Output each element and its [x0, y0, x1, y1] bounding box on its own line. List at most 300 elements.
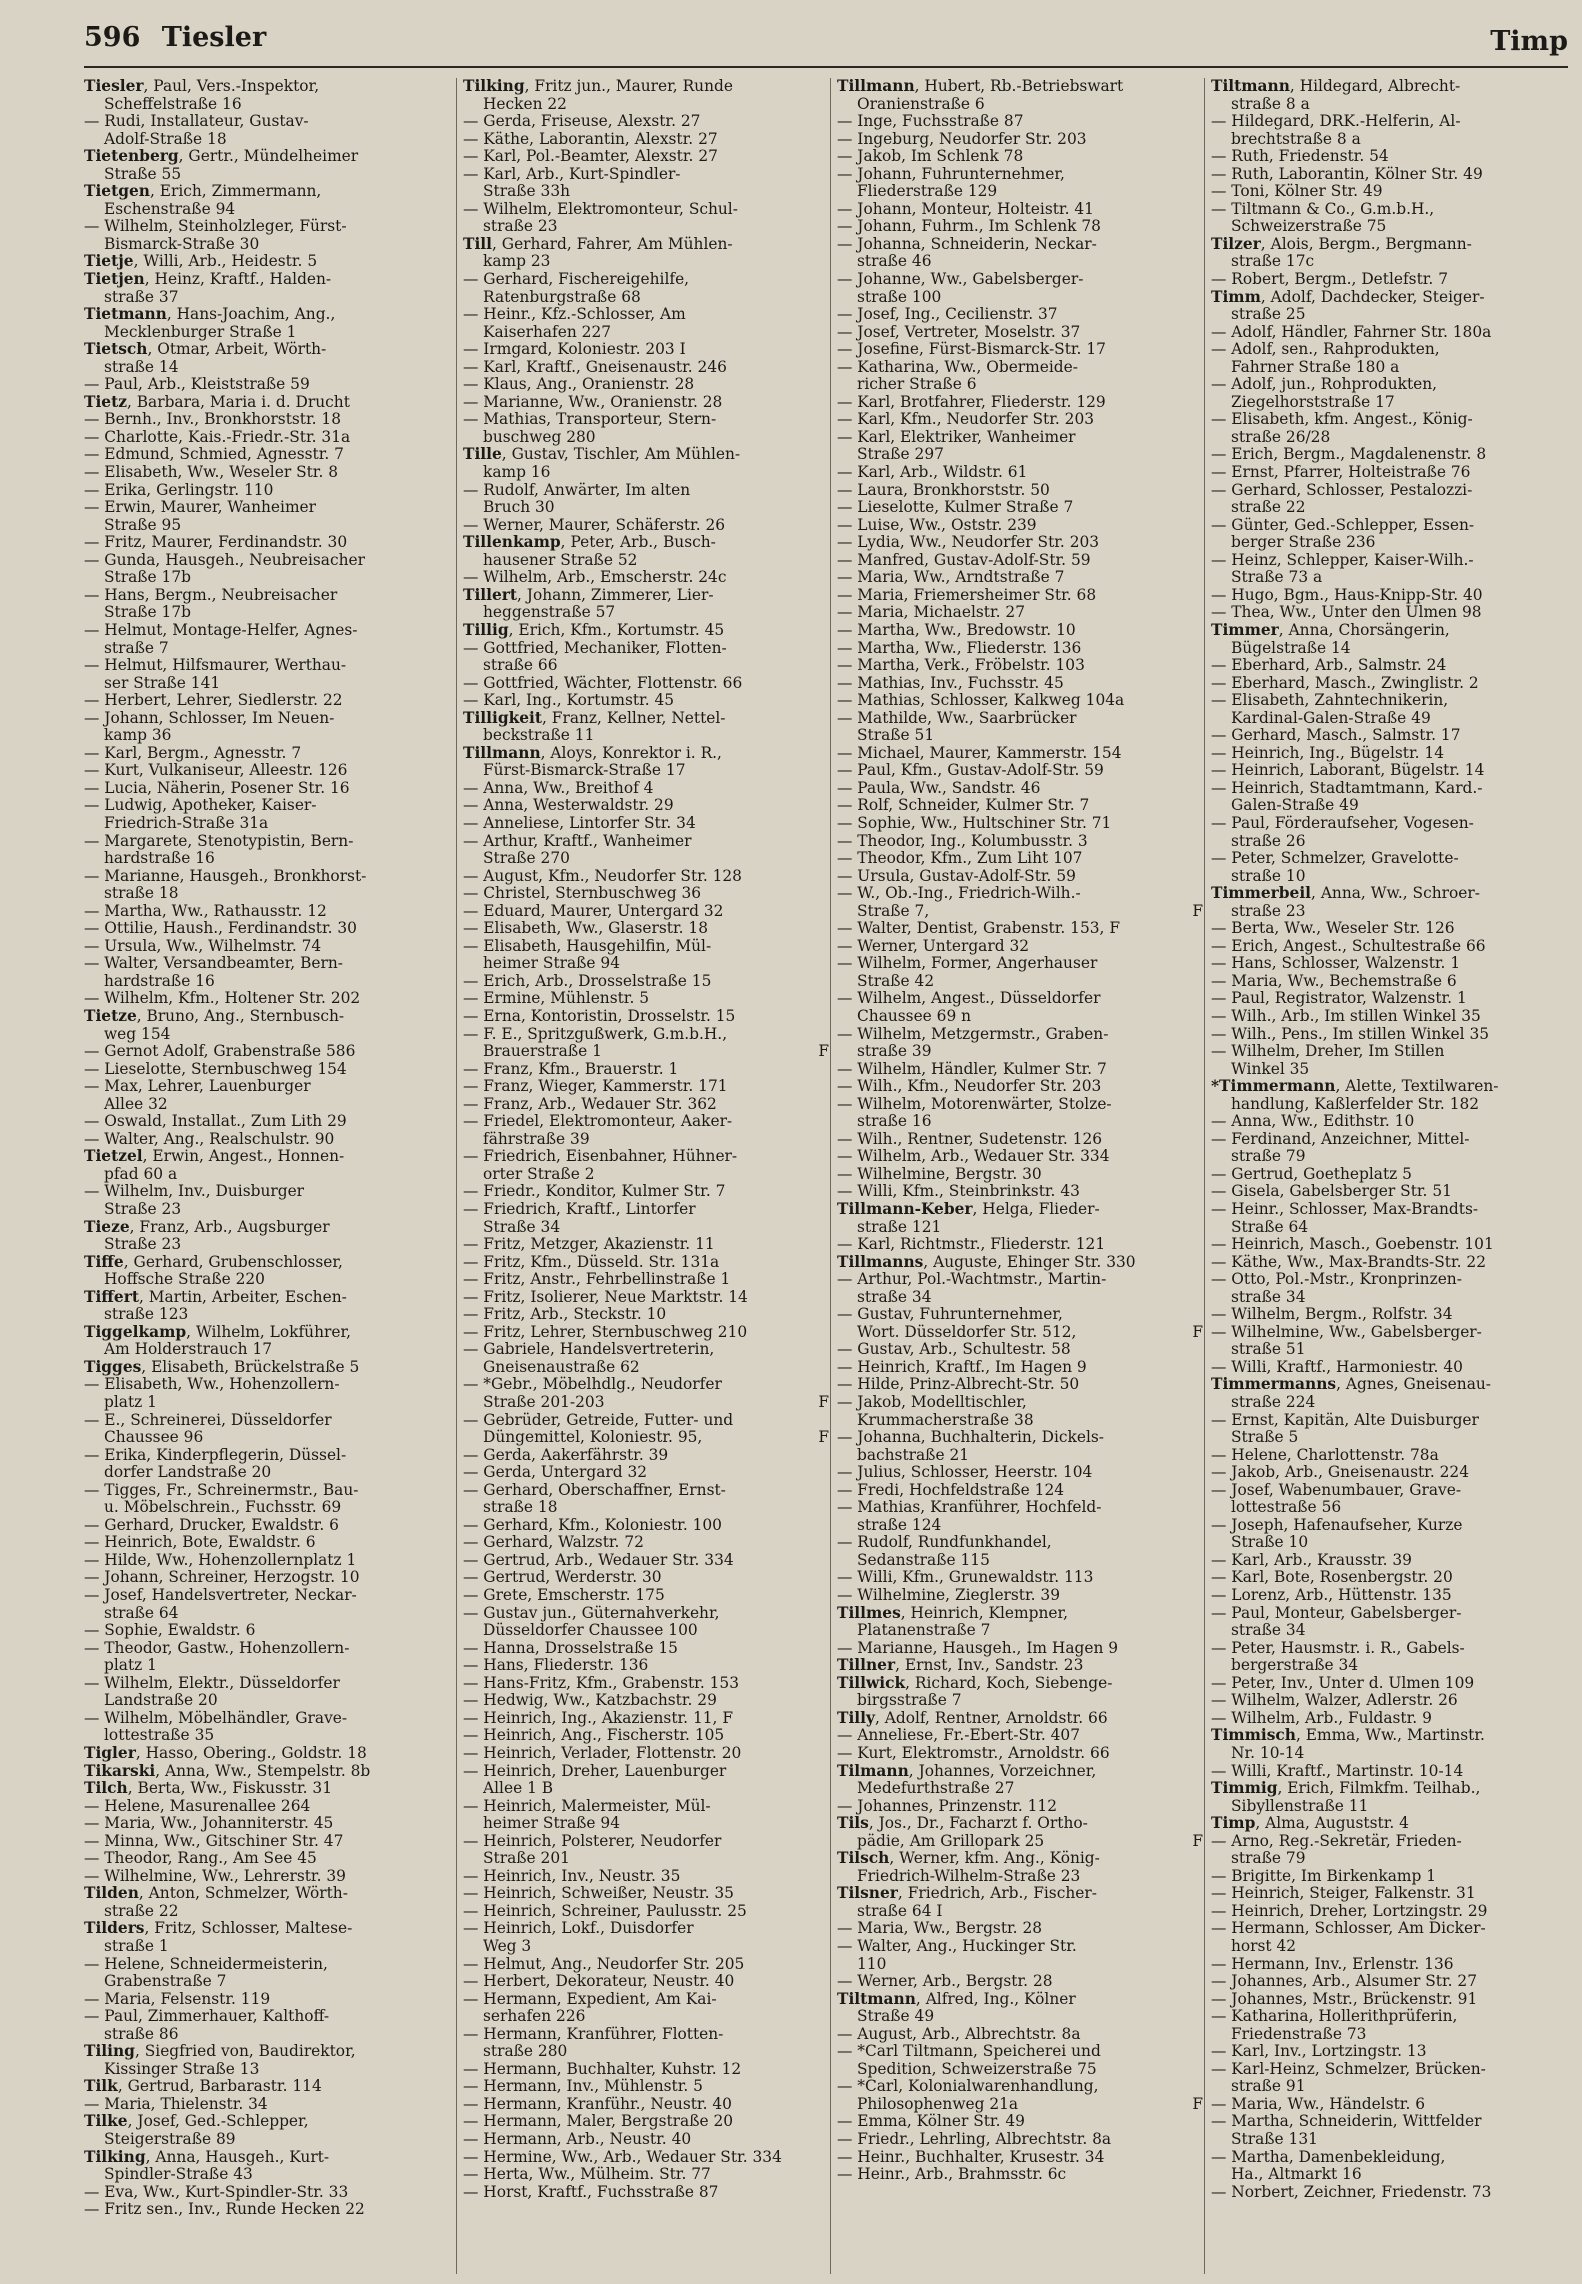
entry-text: — Heinrich, Kraftf., Im Hagen 9 — [837, 1357, 1087, 1376]
entry-text: — Hermann, Buchhalter, Kuhstr. 12 — [463, 2059, 742, 2078]
entry-line — [463, 1026, 829, 1044]
entry-continuation — [1211, 1745, 1571, 1763]
entry-line — [837, 1148, 1203, 1166]
entry-text: Sedanstraße 115 — [857, 1550, 990, 1569]
entry-text: — Rudolf, Anwärter, Im alten — [463, 480, 691, 499]
entry-line — [463, 990, 829, 1008]
entry-text: Tiling, Siegfried von, Baudirektor, — [84, 2042, 356, 2061]
entry-text: — Hermann, Inv., Mühlenstr. 5 — [463, 2077, 703, 2096]
entry-text: — *Carl, Kolonialwarenhandlung, — [837, 2077, 1099, 2096]
entry-text: — Heinrich, Steiger, Falkenstr. 31 — [1211, 1884, 1476, 1903]
entry-text: Tietze, Bruno, Ang., Sternbusch- — [84, 1006, 345, 1025]
entry-text: — Wilhelmine, Ww., Gabelsberger- — [1211, 1322, 1482, 1341]
entry-line — [84, 1131, 454, 1149]
entry-headline — [84, 253, 454, 271]
entry-text: Tilzer, Alois, Bergm., Bergmann- — [1211, 234, 1472, 253]
entry-line — [463, 1464, 829, 1482]
entry-line — [837, 587, 1203, 605]
entry-headline — [84, 1254, 454, 1272]
entry-line — [837, 236, 1203, 254]
entry-line — [837, 1798, 1203, 1816]
entry-line — [837, 131, 1203, 149]
entry-headline — [463, 236, 829, 254]
entry-text: buschweg 280 — [483, 427, 596, 446]
entry-line — [1211, 1640, 1571, 1658]
entry-text: Grabenstraße 7 — [104, 1972, 227, 1991]
entry-text: — Herta, Ww., Mülheim. Str. 77 — [463, 2165, 711, 2184]
entry-line — [837, 2166, 1203, 2184]
entry-text: — Katharina, Hollerithprüferin, — [1211, 2007, 1458, 2026]
entry-line — [837, 745, 1203, 763]
entry-line — [837, 780, 1203, 798]
entry-continuation — [1211, 1394, 1571, 1412]
entry-text: platz 1 — [104, 1393, 157, 1412]
entry-text: — Hans, Fliederstr. 136 — [463, 1656, 649, 1675]
entry-text: — Helmut, Hilfsmaurer, Werthau- — [84, 656, 347, 675]
entry-line — [463, 1552, 829, 1570]
entry-text: straße 280 — [483, 2042, 568, 2061]
entry-text: Timmerbeil, Anna, Ww., Schroer- — [1211, 884, 1480, 903]
entry-line — [1211, 1306, 1571, 1324]
entry-text: — Gunda, Hausgeh., Neubreisacher — [84, 550, 365, 569]
entry-line — [837, 1429, 1203, 1447]
entry-text: — Manfred, Gustav-Adolf-Str. 59 — [837, 550, 1091, 569]
entry-line — [463, 2026, 829, 2044]
entry-line — [84, 1552, 454, 1570]
entry-continuation — [84, 289, 454, 307]
entry-text: Fahrner Straße 180 a — [1231, 357, 1400, 376]
entry-text: — Wilhelm, Motorenwärter, Stolze- — [837, 1094, 1112, 1113]
entry-text: Tille, Gustav, Tischler, Am Mühlen- — [463, 445, 741, 464]
entry-continuation — [463, 96, 829, 114]
entry-line — [837, 1271, 1203, 1289]
entry-text: — Werner, Maurer, Schäferstr. 26 — [463, 515, 726, 534]
entry-text: — Wilhelm, Inv., Duisburger — [84, 1182, 305, 1201]
entry-line — [84, 833, 454, 851]
entry-line — [463, 1692, 829, 1710]
entry-line — [463, 675, 829, 693]
entry-text: — Sophie, Ewaldstr. 6 — [84, 1621, 256, 1640]
entry-text: Tiggelkamp, Wilhelm, Lokführer, — [84, 1322, 352, 1341]
entry-continuation — [84, 675, 454, 693]
entry-text: — Wilhelm, Former, Angerhauser — [837, 954, 1098, 973]
entry-text: Straße 64 — [1231, 1217, 1309, 1236]
entry-text: birgsstraße 7 — [857, 1691, 962, 1710]
entry-line — [837, 762, 1203, 780]
entry-continuation — [837, 1868, 1203, 1886]
entry-line — [1211, 1885, 1571, 1903]
entry-continuation — [837, 2061, 1203, 2079]
entry-text: — Martha, Schneiderin, Wittfelder — [1211, 2112, 1482, 2131]
entry-continuation — [463, 1850, 829, 1868]
entry-text: — Ottilie, Haush., Ferdinandstr. 30 — [84, 919, 357, 938]
entry-continuation — [463, 1780, 829, 1798]
entry-continuation — [1211, 306, 1571, 324]
entry-text: — Helene, Charlottenstr. 78a — [1211, 1445, 1439, 1464]
entry-text: Landstraße 20 — [104, 1691, 218, 1710]
entry-continuation — [84, 166, 454, 184]
entry-line — [1211, 1692, 1571, 1710]
entry-text: — Tiltmann & Co., G.m.b.H., — [1211, 199, 1435, 218]
columns — [84, 78, 1570, 2274]
entry-text: straße 51 — [1231, 1340, 1306, 1359]
entry-text: Timmer, Anna, Chorsängerin, — [1211, 620, 1450, 639]
entry-text: Sibyllenstraße 11 — [1231, 1796, 1369, 1815]
entry-text: — Wilhelm, Elektr., Düsseldorfer — [84, 1673, 340, 1692]
entry-text: Tieze, Franz, Arb., Augsburger — [84, 1217, 330, 1236]
entry-text: straße 26/28 — [1231, 427, 1331, 446]
entry-text: — Hildegard, DRK.-Helferin, Al- — [1211, 112, 1461, 131]
entry-text: — Johannes, Prinzenstr. 112 — [837, 1796, 1058, 1815]
entry-text: — Hedwig, Ww., Katzbachstr. 29 — [463, 1691, 717, 1710]
entry-line — [1211, 1026, 1571, 1044]
entry-text: straße 34 — [857, 1287, 932, 1306]
entry-continuation — [463, 955, 829, 973]
entry-text: Nr. 10-14 — [1231, 1743, 1305, 1762]
entry-line — [463, 1903, 829, 1921]
entry-text: Mecklenburger Straße 1 — [104, 322, 297, 341]
entry-text: — Minna, Ww., Gitschiner Str. 47 — [84, 1831, 344, 1850]
entry-text: handlung, Kaßlerfelder Str. 182 — [1231, 1094, 1480, 1113]
entry-line — [837, 2078, 1203, 2096]
entry-text: — Gerda, Untergard 32 — [463, 1463, 648, 1482]
entry-text: Tietenberg, Gertr., Mündelheimer — [84, 147, 359, 166]
entry-line — [463, 1605, 829, 1623]
entry-headline — [837, 1605, 1203, 1623]
entry-line — [1211, 604, 1571, 622]
entry-line — [463, 1183, 829, 1201]
entry-line — [837, 675, 1203, 693]
entry-line — [1211, 271, 1571, 289]
entry-line — [84, 1675, 454, 1693]
entry-line — [463, 833, 829, 851]
entry-text: *Timmermann, Alette, Textilwaren- — [1211, 1077, 1499, 1096]
entry-text: — Hermine, Ww., Arb., Wedauer Str. 334 — [463, 2147, 782, 2166]
entry-text: — August, Arb., Albrechtstr. 8a — [837, 2024, 1081, 2043]
entry-text: Fürst-Bismarck-Straße 17 — [483, 761, 686, 780]
entry-text: Fliederstraße 129 — [857, 182, 998, 201]
entry-text: bachstraße 21 — [857, 1445, 970, 1464]
entry-text: — Gustav, Arb., Schultestr. 58 — [837, 1340, 1071, 1359]
entry-text: straße 17c — [1231, 252, 1315, 271]
entry-text: — Jakob, Arb., Gneisenaustr. 224 — [1211, 1463, 1470, 1482]
entry-line — [84, 1587, 454, 1605]
entry-line — [463, 1113, 829, 1131]
entry-line — [84, 797, 454, 815]
entry-text: — Toni, Kölner Str. 49 — [1211, 182, 1383, 201]
entry-line — [84, 534, 454, 552]
entry-headline — [84, 1148, 454, 1166]
entry-line — [84, 2201, 454, 2219]
entry-line — [463, 1991, 829, 2009]
entry-continuation — [463, 183, 829, 201]
entry-text: straße 86 — [104, 2024, 179, 2043]
entry-line — [463, 1973, 829, 1991]
entry-line — [837, 1341, 1203, 1359]
entry-text: — Gernot Adolf, Grabenstraße 586 — [84, 1042, 356, 1061]
entry-text: — August, Kfm., Neudorfer Str. 128 — [463, 866, 742, 885]
entry-text: Tilk, Gertrud, Barbarastr. 114 — [84, 2077, 322, 2096]
entry-continuation — [1211, 2026, 1571, 2044]
entry-continuation — [1211, 1061, 1571, 1079]
entry-text: Straße 95 — [104, 515, 182, 534]
entry-headline — [1211, 1780, 1571, 1798]
entry-text: — Max, Lehrer, Lauenburger — [84, 1077, 311, 1096]
entry-line — [837, 920, 1203, 938]
entry-line — [837, 2026, 1203, 2044]
entry-line — [837, 1078, 1203, 1096]
entry-continuation — [463, 1394, 829, 1412]
entry-text: Tillner, Ernst, Inv., Sandstr. 23 — [837, 1656, 1084, 1675]
entry-text: — Hermann, Kranführer, Flotten- — [463, 2024, 724, 2043]
entry-continuation — [84, 2061, 454, 2079]
entry-text: — Fritz, Kfm., Düsseld. Str. 131a — [463, 1252, 720, 1271]
entry-line — [84, 692, 454, 710]
entry-line — [1211, 1763, 1571, 1781]
entry-line — [837, 692, 1203, 710]
entry-continuation — [84, 973, 454, 991]
entry-text: — Lieselotte, Kulmer Straße 7 — [837, 498, 1074, 517]
entry-text: — Brigitte, Im Birkenkamp 1 — [1211, 1866, 1437, 1885]
entry-text: — Heinrich, Ing., Bügelstr. 14 — [1211, 743, 1444, 762]
entry-line — [1211, 1201, 1571, 1219]
entry-text: — Peter, Inv., Unter d. Ulmen 109 — [1211, 1673, 1475, 1692]
entry-text: — Martha, Ww., Fliederstr. 136 — [837, 638, 1082, 657]
entry-text: — Hermann, Kranführ., Neustr. 40 — [463, 2094, 732, 2113]
entry-line — [837, 850, 1203, 868]
entry-text: — Margarete, Stenotypistin, Bern- — [84, 831, 354, 850]
entry-text: — Johanne, Ww., Gabelsberger- — [837, 270, 1084, 289]
entry-text: Oranienstraße 6 — [857, 94, 985, 113]
entry-line — [463, 1412, 829, 1430]
entry-continuation — [84, 96, 454, 114]
entry-line — [463, 1675, 829, 1693]
entry-text: — Wilh., Pens., Im stillen Winkel 35 — [1211, 1024, 1490, 1043]
entry-line — [1211, 850, 1571, 868]
entry-line — [1211, 201, 1571, 219]
entry-headline — [837, 1657, 1203, 1675]
entry-line — [837, 955, 1203, 973]
entry-text: — Wilhelm, Arb., Emscherstr. 24c — [463, 568, 727, 587]
phone-marker: F — [818, 1042, 829, 1061]
entry-line — [837, 218, 1203, 236]
entry-text: Tillmann, Aloys, Konrektor i. R., — [463, 743, 722, 762]
entry-continuation — [1211, 1096, 1571, 1114]
entry-line — [84, 2184, 454, 2202]
entry-line — [463, 271, 829, 289]
entry-text: — Maria, Ww., Arndtstraße 7 — [837, 568, 1065, 587]
entry-line — [837, 394, 1203, 412]
entry-text: — Heinr., Schlosser, Max-Brandts- — [1211, 1200, 1479, 1218]
entry-text: — Fritz, Maurer, Ferdinandstr. 30 — [84, 533, 348, 552]
entry-text: Düsseldorfer Chaussee 100 — [483, 1621, 698, 1640]
entry-text: Brauerstraße 1 — [483, 1042, 602, 1061]
entry-text: — Kurt, Elektromstr., Arnoldstr. 66 — [837, 1743, 1110, 1762]
entry-headline — [1211, 885, 1571, 903]
entry-text: Tilking, Fritz jun., Maurer, Runde — [463, 78, 733, 95]
entry-text: — Paul, Registrator, Walzenstr. 1 — [1211, 989, 1467, 1008]
entry-text: — Fritz, Metzger, Akazienstr. 11 — [463, 1235, 715, 1254]
entry-continuation — [84, 517, 454, 535]
entry-line — [463, 1148, 829, 1166]
entry-line — [837, 148, 1203, 166]
entry-text: — Johanna, Schneiderin, Neckar- — [837, 234, 1097, 253]
entry-text: — Wilhelm, Elektromonteur, Schul- — [463, 199, 738, 218]
entry-line — [837, 324, 1203, 342]
entry-text: — Heinrich, Masch., Goebenstr. 101 — [1211, 1235, 1494, 1254]
entry-line — [463, 1078, 829, 1096]
entry-text: Schweizerstraße 75 — [1231, 217, 1387, 236]
entry-continuation — [84, 131, 454, 149]
entry-continuation — [837, 183, 1203, 201]
entry-line — [84, 1376, 454, 1394]
entry-line — [463, 359, 829, 377]
header-left — [84, 22, 266, 53]
entry-text: straße 26 — [1231, 831, 1306, 850]
entry-line — [84, 1868, 454, 1886]
entry-text: — Josef, Handelsvertreter, Neckar- — [84, 1586, 357, 1605]
entry-text: — Ermine, Mühlenstr. 5 — [463, 989, 650, 1008]
entry-text: straße 18 — [104, 884, 179, 903]
entry-text: Tilking, Anna, Hausgeh., Kurt- — [84, 2147, 330, 2166]
entry-text: — Elisabeth, Ww., Weseler Str. 8 — [84, 463, 339, 482]
entry-text: — Hermann, Inv., Erlenstr. 136 — [1211, 1954, 1454, 1973]
entry-continuation — [463, 429, 829, 447]
entry-text: — Elisabeth, Ww., Hohenzollern- — [84, 1375, 340, 1394]
entry-line — [1211, 657, 1571, 675]
entry-continuation — [1211, 429, 1571, 447]
entry-headline — [1211, 236, 1571, 254]
entry-text: straße 79 — [1231, 1147, 1306, 1166]
entry-text: kamp 23 — [483, 252, 551, 271]
entry-text: straße 14 — [104, 357, 179, 376]
entry-line — [1211, 955, 1571, 973]
entry-line — [84, 1815, 454, 1833]
entry-text: — Wilh., Arb., Im stillen Winkel 35 — [1211, 1006, 1481, 1025]
entry-text: — Fritz, Arb., Steckstr. 10 — [463, 1305, 667, 1324]
entry-line — [1211, 1113, 1571, 1131]
entry-line — [84, 1412, 454, 1430]
entry-line — [837, 359, 1203, 377]
entry-text: Friedrich-Wilhelm-Straße 23 — [857, 1866, 1081, 1885]
entry-text: — Otto, Pol.-Mstr., Kronprinzen- — [1211, 1270, 1462, 1289]
entry-line — [1211, 990, 1571, 1008]
entry-text: pädie, Am Grillopark 25 — [857, 1831, 1045, 1850]
entry-text: — Berta, Ww., Weseler Str. 126 — [1211, 919, 1455, 938]
entry-text: Tilke, Josef, Ged.-Schlepper, — [84, 2112, 309, 2131]
entry-text: — Erich, Arb., Drosselstraße 15 — [463, 971, 712, 990]
entry-text: Straße 34 — [483, 1217, 561, 1236]
entry-text: — Anneliese, Fr.-Ebert-Str. 407 — [837, 1726, 1081, 1745]
entry-text: straße 64 I — [857, 1901, 943, 1920]
entry-continuation — [463, 1359, 829, 1377]
entry-line — [1211, 1324, 1571, 1342]
entry-text: Straße 10 — [1231, 1533, 1309, 1552]
entry-continuation — [837, 973, 1203, 991]
entry-text: Tillwick, Richard, Koch, Siebenge- — [837, 1673, 1113, 1692]
entry-text: Medefurthstraße 27 — [857, 1779, 1015, 1798]
phone-marker: F — [1192, 901, 1203, 920]
entry-line — [463, 1096, 829, 1114]
entry-text: — Gottfried, Mechaniker, Flotten- — [463, 638, 727, 657]
entry-text: Straße 17b — [104, 603, 191, 622]
entry-line — [837, 1131, 1203, 1149]
entry-text: — Rudi, Installateur, Gustav- — [84, 112, 309, 131]
entry-text: Tillmanns, Auguste, Ehinger Str. 330 — [837, 1252, 1136, 1271]
entry-headline — [84, 271, 454, 289]
entry-text: Tietje, Willi, Arb., Heidestr. 5 — [84, 252, 318, 271]
entry-text: — Ursula, Gustav-Adolf-Str. 59 — [837, 866, 1076, 885]
entry-line — [837, 569, 1203, 587]
entry-line — [463, 2113, 829, 2131]
entry-text: — Friedr., Konditor, Kulmer Str. 7 — [463, 1182, 726, 1201]
entry-continuation — [84, 604, 454, 622]
entry-text: — Maria, Felsenstr. 119 — [84, 1989, 271, 2008]
entry-continuation — [84, 359, 454, 377]
entry-text: — Josef, Wabenumbauer, Grave- — [1211, 1480, 1462, 1499]
entry-continuation — [1211, 253, 1571, 271]
entry-text: Düngemittel, Koloniestr. 95, — [483, 1428, 703, 1447]
entry-text: — Josef, Ing., Cecilienstr. 37 — [837, 305, 1058, 324]
entry-line — [463, 1868, 829, 1886]
entry-text: heimer Straße 94 — [483, 954, 621, 973]
entry-text: — Maria, Ww., Johanniterstr. 45 — [84, 1814, 334, 1833]
entry-text: — Gerhard, Schlosser, Pestalozzi- — [1211, 480, 1473, 499]
entry-text: — Werner, Untergard 32 — [837, 936, 1030, 955]
entry-text: kamp 16 — [483, 463, 551, 482]
entry-line — [463, 1657, 829, 1675]
entry-continuation — [1211, 640, 1571, 658]
entry-text: Straße 7, — [857, 901, 930, 920]
entry-text: — Anneliese, Lintorfer Str. 34 — [463, 813, 696, 832]
entry-text: — *Carl Tiltmann, Speicherei und — [837, 2042, 1101, 2061]
entry-text: — W., Ob.-Ing., Friedrich-Wilh.- — [837, 884, 1081, 903]
entry-line — [837, 429, 1203, 447]
entry-text: — Karl, Pol.-Beamter, Alexstr. 27 — [463, 147, 718, 166]
entry-text: — Wilhelmine, Ww., Lehrerstr. 39 — [84, 1866, 346, 1885]
header-right-word: Timp — [1490, 26, 1568, 57]
entry-line — [1211, 2096, 1571, 2114]
entry-continuation — [1211, 131, 1571, 149]
entry-text: Spedition, Schweizerstraße 75 — [857, 2059, 1097, 2078]
entry-text: — E., Schreinerei, Düsseldorfer — [84, 1410, 332, 1429]
entry-headline — [84, 306, 454, 324]
entry-text: — Ernst, Kapitän, Alte Duisburger — [1211, 1410, 1479, 1429]
entry-continuation — [463, 324, 829, 342]
entry-line — [837, 797, 1203, 815]
entry-text: — Theodor, Kfm., Zum Liht 107 — [837, 849, 1083, 868]
entry-continuation — [84, 727, 454, 745]
entry-text: — Gerhard, Masch., Salmstr. 17 — [1211, 726, 1461, 745]
entry-line — [84, 1061, 454, 1079]
entry-headline — [463, 534, 829, 552]
entry-headline — [837, 1815, 1203, 1833]
entry-text: — Wilhelm, Dreher, Im Stillen — [1211, 1042, 1445, 1061]
entry-line — [1211, 1903, 1571, 1921]
entry-continuation — [84, 1429, 454, 1447]
entry-headline — [84, 2113, 454, 2131]
entry-line — [837, 710, 1203, 728]
entry-headline — [1211, 1376, 1571, 1394]
entry-text: — Franz, Arb., Wedauer Str. 362 — [463, 1094, 717, 1113]
entry-line — [1211, 1254, 1571, 1272]
entry-continuation — [84, 1271, 454, 1289]
entry-line — [84, 1569, 454, 1587]
entry-line — [837, 1096, 1203, 1114]
entry-continuation — [84, 1236, 454, 1254]
entry-continuation — [837, 1956, 1203, 1974]
entry-continuation — [837, 1833, 1203, 1851]
